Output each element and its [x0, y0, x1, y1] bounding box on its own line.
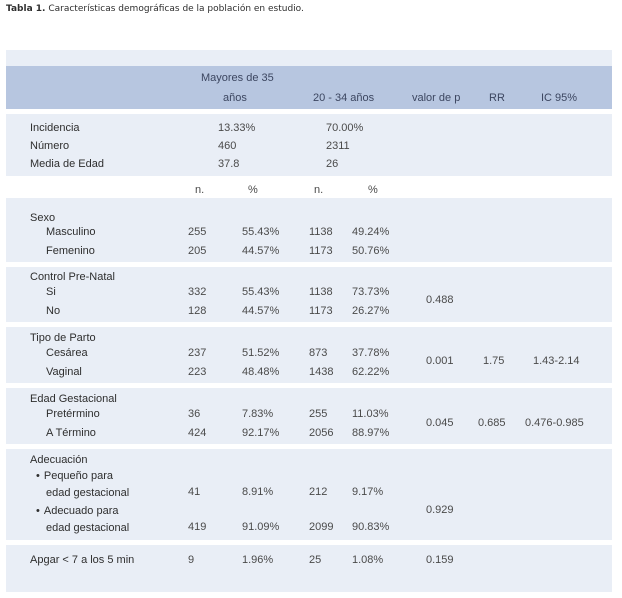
summary-value: 70.00%	[326, 122, 364, 134]
cell-percent: 37.78%	[352, 347, 390, 359]
subheader-percent: %	[368, 184, 378, 196]
section-title: Tipo de Parto	[30, 332, 96, 344]
section-separator	[6, 322, 612, 327]
summary-value: 13.33%	[218, 122, 256, 134]
cell-n: 1173	[309, 305, 333, 317]
header-separator	[6, 109, 612, 114]
row-label: No	[46, 305, 61, 317]
row-label: • Adecuado para	[36, 505, 118, 517]
row-label: edad gestacional	[46, 522, 130, 534]
section-separator	[6, 383, 612, 388]
row-label: edad gestacional	[46, 487, 130, 499]
summary-value: 37.8	[218, 158, 240, 170]
table-header	[6, 66, 612, 109]
row-label: • Pequeño para	[36, 470, 113, 482]
subheader-percent: %	[248, 184, 258, 196]
header-mayores-line1: Mayores de 35	[201, 72, 274, 84]
summary-value: 460	[218, 140, 237, 152]
subheader-n: n.	[314, 184, 324, 196]
cell-percent: 51.52%	[242, 347, 280, 359]
cell-percent: 1.08%	[352, 554, 384, 566]
section-title: Adecuación	[30, 454, 88, 466]
cell-percent: 26.27%	[352, 305, 390, 317]
cell-rr: 0.685	[478, 417, 506, 429]
cell-percent: 8.91%	[242, 486, 274, 498]
cell-n: 255	[188, 226, 207, 238]
section-title: Sexo	[30, 212, 56, 224]
cell-n: 205	[188, 245, 207, 257]
cell-percent: 55.43%	[242, 226, 280, 238]
cell-percent: 62.22%	[352, 366, 390, 378]
cell-n: 128	[188, 305, 207, 317]
header-rr: RR	[489, 92, 505, 104]
cell-n: 1138	[309, 286, 333, 298]
row-label: A Término	[46, 427, 96, 439]
cell-n: 36	[188, 408, 201, 420]
cell-percent: 9.17%	[352, 486, 384, 498]
cell-percent: 90.83%	[352, 521, 390, 533]
row-label: Cesárea	[46, 347, 88, 359]
caption-text: Características demográficas de la población en estudio.	[48, 4, 304, 14]
top-band	[6, 50, 612, 66]
cell-n: 237	[188, 347, 207, 359]
header-mayores-line2: años	[223, 92, 247, 104]
cell-p-value: 0.929	[426, 504, 454, 516]
cell-p-value: 0.045	[426, 417, 454, 429]
cell-n: 223	[188, 366, 207, 378]
header-ic: IC 95%	[541, 92, 578, 104]
cell-percent: 44.57%	[242, 245, 280, 257]
cell-n: 41	[188, 486, 201, 498]
cell-percent: 50.76%	[352, 245, 390, 257]
cell-n: 419	[188, 521, 207, 533]
row-label: Vaginal	[46, 366, 82, 378]
cell-percent: 7.83%	[242, 408, 274, 420]
cell-n: 873	[309, 347, 328, 359]
section-separator	[6, 262, 612, 267]
cell-n: 1438	[309, 366, 334, 378]
table-caption	[6, 4, 304, 14]
cell-n: 1173	[309, 245, 333, 257]
cell-n: 25	[309, 554, 322, 566]
cell-percent: 91.09%	[242, 521, 280, 533]
subheader-n: n.	[195, 184, 205, 196]
cell-n: 9	[188, 554, 195, 566]
cell-percent: 11.03%	[352, 408, 389, 420]
cell-percent: 1.96%	[242, 554, 274, 566]
cell-n: 255	[309, 408, 328, 420]
cell-p-value: 0.001	[426, 355, 454, 367]
row-label: Masculino	[46, 226, 96, 238]
cell-p-value: 0.159	[426, 554, 454, 566]
section-title: Control Pre-Natal	[30, 271, 115, 283]
summary-label: Número	[30, 140, 70, 152]
cell-rr: 1.75	[483, 355, 505, 367]
cell-ic: 0.476-0.985	[525, 417, 584, 429]
caption-prefix: Tabla 1.	[6, 4, 46, 14]
summary-label: Incidencia	[30, 122, 80, 134]
cell-percent: 73.73%	[352, 286, 390, 298]
summary-label: Media de Edad	[30, 158, 104, 170]
cell-p-value: 0.488	[426, 294, 454, 306]
cell-percent: 55.43%	[242, 286, 280, 298]
cell-n: 424	[188, 427, 207, 439]
header-20-34: 20 - 34 años	[313, 92, 375, 104]
subheader-band	[6, 176, 612, 198]
row-label: Si	[46, 286, 56, 298]
section-separator	[6, 444, 612, 449]
summary-value: 26	[326, 158, 339, 170]
cell-percent: 44.57%	[242, 305, 280, 317]
cell-n: 1138	[309, 226, 333, 238]
row-label: Femenino	[46, 245, 95, 257]
cell-percent: 49.24%	[352, 226, 390, 238]
cell-percent: 48.48%	[242, 366, 280, 378]
cell-n: 332	[188, 286, 207, 298]
section-title: Edad Gestacional	[30, 393, 117, 405]
cell-percent: 92.17%	[242, 427, 280, 439]
header-p-value: valor de p	[412, 92, 461, 104]
cell-n: 2056	[309, 427, 334, 439]
cell-percent: 88.97%	[352, 427, 390, 439]
cell-n: 2099	[309, 521, 334, 533]
row-label: Apgar < 7 a los 5 min	[30, 554, 135, 566]
cell-n: 212	[309, 486, 328, 498]
summary-value: 2311	[326, 140, 350, 152]
cell-ic: 1.43-2.14	[533, 355, 580, 367]
row-label: Pretérmino	[46, 408, 100, 420]
demographics-table	[6, 50, 612, 592]
section-separator	[6, 540, 612, 545]
